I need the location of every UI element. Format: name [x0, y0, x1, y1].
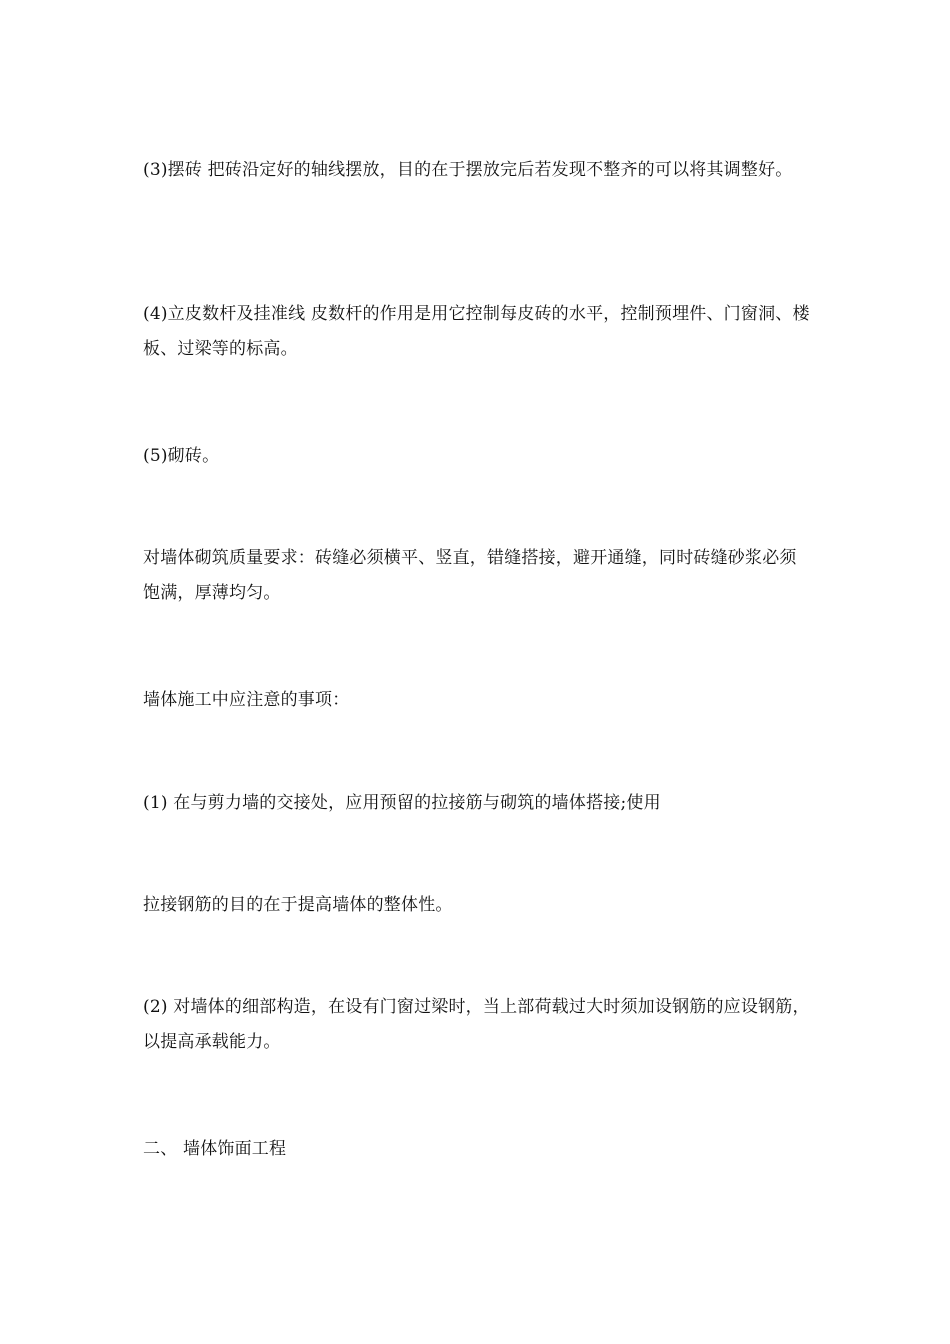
paragraph-quality-requirements: 对墙体砌筑质量要求：砖缝必须横平、竖直，错缝搭接，避开通缝，同时砖缝砂浆必须饱满，厚薄均匀。 — [143, 548, 797, 603]
paragraph-bricklaying: (5)砌砖。 — [143, 446, 220, 466]
paragraph-course-pole: (4)立皮数杆及挂准线 皮数杆的作用是用它控制每皮砖的水平，控制预埋件、门窗洞、楼板、过梁等的标高。 — [143, 304, 810, 359]
paragraph-brick-layout: (3)摆砖 把砖沿定好的轴线摆放，目的在于摆放完后若发现不整齐的可以将其调整好。 — [143, 160, 793, 180]
paragraph-detail-construction: (2) 对墙体的细部构造，在设有门窗过梁时，当上部荷载过大时须加设钢筋的应设钢筋，以提高承载能力。 — [143, 997, 810, 1052]
paragraph-shear-wall-junction: (1) 在与剪力墙的交接处，应用预留的拉接筋与砌筑的墙体搭接;使用 — [143, 793, 661, 813]
paragraph-precautions-heading: 墙体施工中应注意的事项： — [143, 690, 350, 710]
paragraph-tie-bar-purpose: 拉接钢筋的目的在于提高墙体的整体性。 — [143, 895, 453, 915]
section-heading-wall-finishing: 二、 墙体饰面工程 — [143, 1139, 287, 1159]
